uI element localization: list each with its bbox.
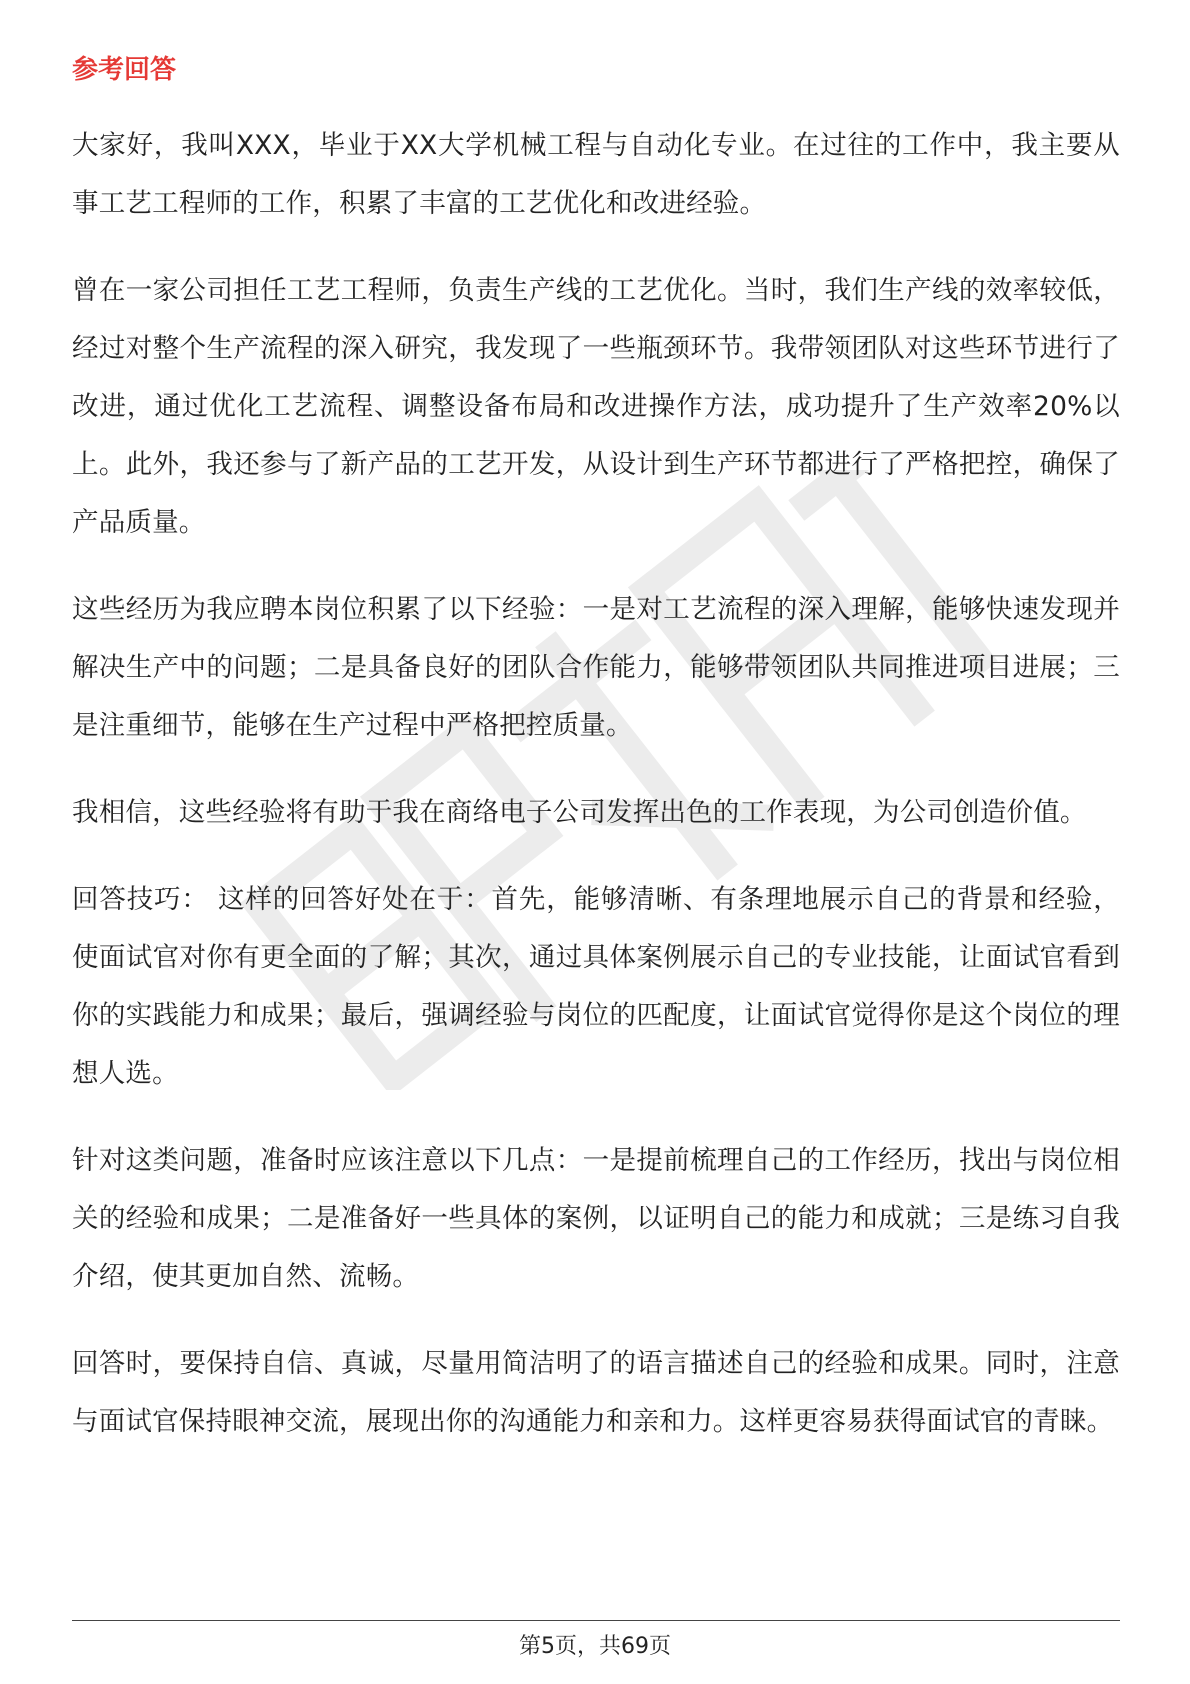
paragraph-experience: 曾在一家公司担任工艺工程师，负责生产线的工艺优化。当时，我们生产线的效率较低，经过对整个生产流程的深入研究，我发现了一些瓶颈环节。我带领团队对这些环节进行了改进，通过优化工艺流程、调整设备布局和改进操作方法，成功提升了生产效率20%以上。此外，我还参与了新产品的工艺开发，从设计到生产环节都进行了严格把控，确保了产品质量。 — [72, 275, 1120, 538]
page-number: 第5页，共69页 — [519, 1634, 671, 1659]
paragraph-delivery: 回答时，要保持自信、真诚，尽量用简洁明了的语言描述自己的经验和成果。同时，注意与面试官保持眼神交流，展现出你的沟通能力和亲和力。这样更容易获得面试官的青睐。 — [72, 1348, 1120, 1437]
answer-body — [72, 117, 1120, 1480]
paragraph-introduction: 大家好，我叫XXX，毕业于XX大学机械工程与自动化专业。在过往的工作中，我主要从事工艺工程师的工作，积累了丰富的工艺优化和改进经验。 — [72, 130, 1120, 219]
paragraph-belief: 我相信，这些经验将有助于我在商络电子公司发挥出色的工作表现，为公司创造价值。 — [72, 797, 1087, 828]
paragraph-preparation: 针对这类问题，准备时应该注意以下几点：一是提前梳理自己的工作经历，找出与岗位相关的经验和成果；二是准备好一些具体的案例，以证明自己的能力和成就；三是练习自我介绍，使其更加自然、流畅。 — [72, 1145, 1120, 1292]
footer-divider — [72, 1620, 1120, 1621]
paragraph-answer-tips: 回答技巧： 这样的回答好处在于：首先，能够清晰、有条理地展示自己的背景和经验，使面试官对你有更全面的了解；其次，通过具体案例展示自己的专业技能，让面试官看到你的实践能力和成果；最后，强调经验与岗位的匹配度，让面试官觉得你是这个岗位的理想人选。 — [72, 884, 1120, 1089]
paragraph-skills: 这些经历为我应聘本岗位积累了以下经验：一是对工艺流程的深入理解，能够快速发现并解决生产中的问题；二是具备良好的团队合作能力，能够带领团队共同推进项目进展；三是注重细节，能够在生产过程中严格把控质量。 — [72, 594, 1120, 741]
section-title: 参考回答 — [72, 55, 177, 85]
